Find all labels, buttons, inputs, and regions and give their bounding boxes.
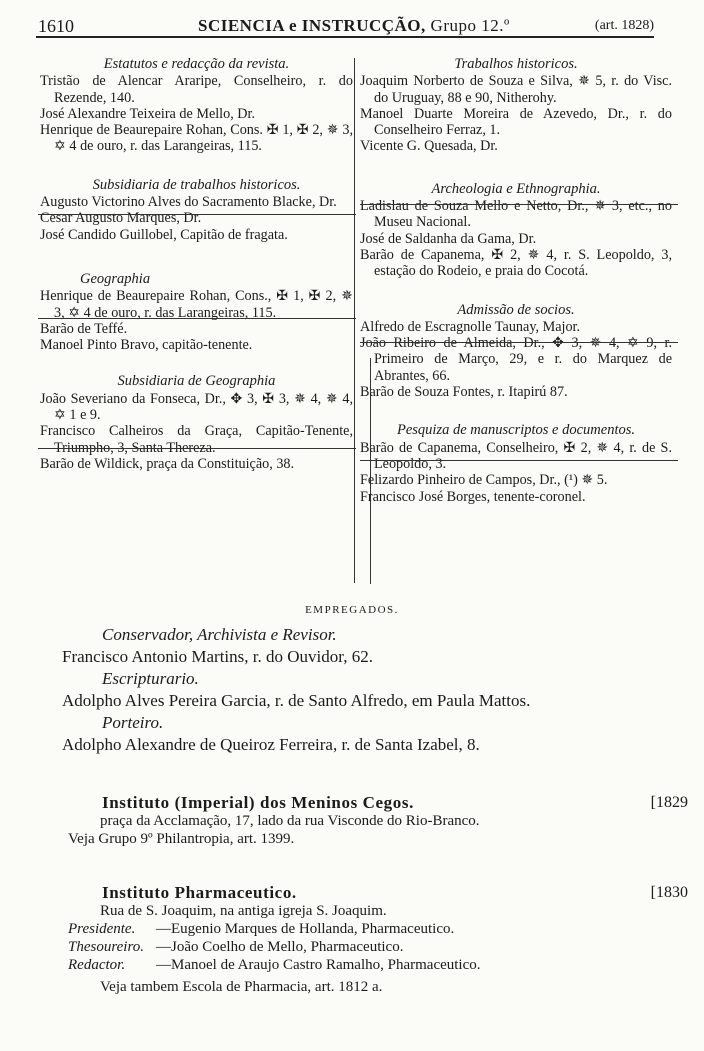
entry: Alfredo de Escragnolle Taunay, Major. — [360, 318, 581, 335]
section-rule — [360, 460, 678, 461]
article-number: [1830 — [650, 884, 688, 901]
employee-role: Conservador, Archivista e Revisor. — [102, 625, 337, 644]
employee-name: Adolpho Alves Pereira Garcia, r. de Santo Alfredo, em Paula Mattos. — [62, 691, 531, 710]
section — [40, 177, 353, 243]
empregados-title: EMPREGADOS. — [305, 604, 399, 616]
section — [40, 271, 353, 353]
section-rule — [360, 342, 678, 343]
employee-role: Escripturario. — [102, 669, 199, 688]
section-title: Geographia — [80, 270, 151, 287]
cross-reference: Veja tambem Escola de Pharmacia, art. 1812 a. — [100, 979, 383, 995]
section — [360, 56, 672, 155]
empregados-list — [62, 624, 692, 756]
officer-name: —João Coelho de Mello, Pharmaceutico. — [156, 939, 404, 955]
entry: José de Saldanha da Gama, Dr. — [360, 230, 537, 247]
officer-row — [68, 956, 698, 974]
entry: Joaquim Norberto de Souza e Silva, ✵ 5, r. do Visc. do Uruguay, 88 e 90, Nitherohy. — [360, 73, 672, 106]
entry: Felizardo Pinheiro de Campos, Dr., (¹) ✵ 5. — [360, 472, 608, 489]
page-number: 1610 — [38, 16, 74, 36]
cross-reference: Veja Grupo 9º Philantropia, art. 1399. — [68, 831, 295, 847]
entry: Francisco José Borges, tenente-coronel. — [360, 488, 586, 505]
institution-name: Instituto Pharmaceutico. — [102, 883, 297, 902]
entry: Barão de Capanema, ✠ 2, ✵ 4, r. S. Leopoldo, 3, estação do Rodeio, e praia do Cocotá. — [360, 246, 672, 280]
entry: Henrique de Beaurepaire Rohan, Cons. ✠ 1, ✠ 2, ✵ 3, ✡ 4 de ouro, r. das Larangeiras, 115. — [40, 122, 353, 155]
entry: Barão de Capanema, Conselheiro, ✠ 2, ✵ 4, r. de S. Leopoldo, 3. — [360, 439, 672, 472]
entry: Cesar Augusto Marques, Dr. — [40, 210, 202, 227]
officer-name: —Manoel de Araujo Castro Ramalho, Pharmaceutico. — [156, 957, 481, 973]
section-title: Subsidiaria de trabalhos historicos. — [92, 176, 301, 193]
section-rule — [38, 318, 356, 319]
institution-address: praça da Acclamação, 17, lado da rua Visconde do Rio-Branco. — [100, 813, 480, 829]
entry: Tristão de Alencar Araripe, Conselheiro, r. do Rezende, 140. — [40, 73, 353, 106]
entry: Barão de Teffé. — [40, 320, 128, 337]
section-rule — [38, 448, 356, 449]
institution-name: Instituto (Imperial) dos Meninos Cegos. — [102, 793, 414, 812]
entry: Vicente G. Quesada, Dr. — [360, 138, 498, 155]
page-header — [38, 6, 654, 36]
officer-name: —Eugenio Marques de Hollanda, Pharmaceutico. — [156, 921, 455, 937]
employee-name: Francisco Antonio Martins, r. do Ouvidor, 62. — [62, 647, 373, 666]
article-ref: (art. 1828) — [594, 18, 654, 33]
left-column — [40, 56, 353, 492]
section-title: Estatutos e redacção da revista. — [103, 56, 290, 72]
section — [40, 56, 353, 155]
section — [40, 373, 353, 472]
entry: Manoel Duarte Moreira de Azevedo, Dr., r. do Conselheiro Ferraz, 1. — [360, 105, 672, 139]
article-number: [1829 — [650, 794, 688, 811]
officer-row — [68, 938, 698, 956]
instituto-pharmaceutico — [68, 884, 698, 996]
entry: Manoel Pinto Bravo, capitão-tenente. — [40, 337, 253, 354]
entry: José Candido Guillobel, Capitão de fragata. — [40, 226, 288, 243]
employee-name: Adolpho Alexandre de Queiroz Ferreira, r. de Santa Izabel, 8. — [62, 735, 480, 754]
group-label: Grupo 12.º — [430, 16, 510, 35]
section — [360, 302, 672, 401]
officer-role: Redactor. — [68, 957, 126, 973]
running-title — [198, 16, 510, 36]
entry: Barão de Wildick, praça da Constituição, 38. — [40, 455, 295, 472]
section-rule — [38, 214, 356, 215]
officer-role: Presidente. — [68, 921, 136, 937]
entry: João Severiano da Fonseca, Dr., ✥ 3, ✠ 3, ✵ 4, ✵ 4, ✡ 1 e 9. — [40, 390, 353, 424]
entry: Augusto Victorino Alves do Sacramento Blacke, Dr. — [40, 194, 337, 211]
section-rule — [360, 204, 678, 205]
entry: José Alexandre Teixeira de Mello, Dr. — [40, 105, 256, 122]
section-title: Archeologia e Ethnographia. — [431, 180, 601, 197]
entry: Ladislau de Souza Mello e Netto, Dr., ✵ 3, etc., no Museu Nacional. — [360, 198, 672, 231]
section-title: Admissão de socios. — [457, 301, 575, 318]
right-column — [360, 56, 672, 525]
section-title: Subsidiaria de Geographia — [117, 373, 276, 390]
column-divider — [354, 58, 355, 583]
officer-row — [68, 920, 698, 938]
entry: Henrique de Beaurepaire Rohan, Cons., ✠ 1, ✠ 2, ✵ 3, ✡ 4 de ouro, r. das Larangeiras, 115. — [40, 288, 353, 321]
entry: João Ribeiro de Almeida, Dr., ✥ 3, ✵ 4, ✡ 9, r. Primeiro de Março, 29, e r. do Marquez de Abrantes, 66. — [360, 335, 672, 384]
section — [360, 181, 672, 280]
section-title: Pesquiza de manuscriptos e documentos. — [396, 422, 635, 439]
employee-role: Porteiro. — [102, 713, 164, 732]
institution-address: Rua de S. Joaquim, na antiga igreja S. Joaquim. — [100, 903, 387, 919]
entry: Francisco Calheiros da Graça, Capitão-Tenente, Triumpho, 3, Santa Thereza. — [40, 423, 353, 456]
running-title-text: SCIENCIA e INSTRUCÇÃO, — [198, 16, 426, 35]
section — [360, 422, 672, 504]
header-rule — [36, 36, 654, 38]
officer-role: Thesoureiro. — [68, 939, 144, 955]
instituto-cegos — [68, 794, 698, 848]
entry: Barão de Souza Fontes, r. Itapirú 87. — [360, 384, 568, 401]
section-title: Trabalhos historicos. — [454, 56, 578, 72]
